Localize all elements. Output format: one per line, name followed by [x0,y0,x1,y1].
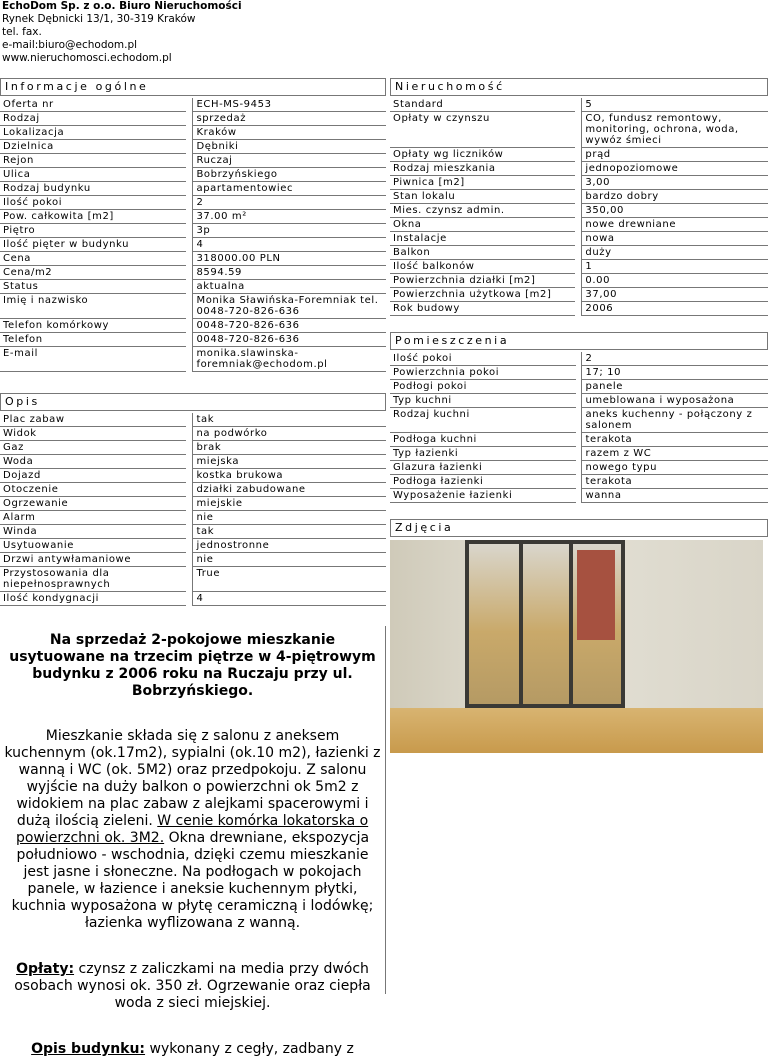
building-text: wykonany z cegły, zadbany z [149,1041,354,1057]
description-paragraph [4,728,381,932]
field-label: Glazura łazienki [390,461,576,475]
field-value: miejskie [192,497,386,511]
photo-building [577,550,615,640]
table-row [390,489,768,503]
field-label: Przystosowania dla niepełnosprawnych [0,567,186,592]
section-rooms: Pomieszczenia [390,332,768,350]
table-row [390,204,768,218]
table-row [0,112,386,126]
field-label: Wyposażenie łazienki [390,489,576,503]
field-value: nie [192,511,386,525]
field-label: Gaz [0,441,186,455]
field-value: brak [192,441,386,455]
property-table [390,98,768,316]
fees-text: czynsz z zaliczkami na media przy dwóch osobach wynosi ok. 350 zł. Ogrzewanie oraz ciepła woda z sieci miejskiej. [14,961,371,1011]
field-value: 37.00 m² [192,210,386,224]
table-row [0,210,386,224]
field-value: 0048-720-826-636 [192,333,386,347]
field-label: Cena [0,252,186,266]
field-label: Ogrzewanie [0,497,186,511]
field-label: E-mail [0,347,186,372]
field-value: wanna [581,489,768,503]
field-label: Imię i nazwisko [0,294,186,319]
field-label: Ilość pokoi [390,352,576,366]
table-row [0,319,386,333]
field-value: 318000.00 PLN [192,252,386,266]
field-value: na podwórko [192,427,386,441]
general-table [0,98,386,372]
table-row [0,497,386,511]
field-value: terakota [581,433,768,447]
field-label: Plac zabaw [0,413,186,427]
table-row [0,347,386,372]
table-row [0,483,386,497]
field-value: 3,00 [581,176,768,190]
field-value: nowa [581,232,768,246]
field-value: Monika Sławińska-Foremniak tel. 0048-720-826-636 [192,294,386,319]
field-label: Lokalizacja [0,126,186,140]
field-label: Status [0,280,186,294]
field-value: CO, fundusz remontowy, monitoring, ochrona, woda, wywóz śmieci [581,112,768,148]
section-general: Informacje ogólne [0,78,386,96]
table-row [0,413,386,427]
table-row [390,246,768,260]
table-row [0,525,386,539]
field-label: Powierzchnia pokoi [390,366,576,380]
table-row [390,408,768,433]
field-label: Instalacje [390,232,575,246]
field-label: Ilość pokoi [0,196,186,210]
field-value: 350,00 [581,204,768,218]
description-fees [4,961,381,1012]
table-row [0,455,386,469]
field-value: apartamentowiec [192,182,386,196]
table-row [0,441,386,455]
field-value: 4 [192,238,386,252]
table-row [390,218,768,232]
table-row [390,352,768,366]
field-value: 3p [192,224,386,238]
field-label: Powierzchnia użytkowa [m2] [390,288,575,302]
field-label: Ilość pięter w budynku [0,238,186,252]
company-www: www.nieruchomosci.echodom.pl [2,52,172,64]
field-label: Okna [390,218,575,232]
field-value: aktualna [192,280,386,294]
field-label: Widok [0,427,186,441]
table-row [390,112,768,148]
table-row [0,252,386,266]
table-row [0,294,386,319]
description-text [0,626,386,1057]
table-row [0,427,386,441]
table-row [0,238,386,252]
field-label: Drzwi antywłamaniowe [0,553,186,567]
field-value: aneks kuchenny - połączony z salonem [581,408,768,433]
field-label: Podłoga kuchni [390,433,576,447]
description-p1a: Mieszkanie składa się z salonu z aneksem kuchennym (ok.17m2), sypialni (ok.10 m2), łazienki z wanną i WC (ok. 5M2) oraz przedpokoju. Z salonu wyjście na duży balkon o powierzchni ok 5m2 z widokiem na plac zabaw z alejkami spacerowymi i dużą ilością zieleni. [4,728,381,829]
building-label: Opis budynku: [31,1041,146,1057]
fees-label: Opłaty: [16,961,75,977]
field-label: Woda [0,455,186,469]
field-value: 0048-720-826-636 [192,319,386,333]
table-row [0,333,386,347]
field-label: Powierzchnia działki [m2] [390,274,575,288]
field-value: 2 [192,196,386,210]
field-label: Oferta nr [0,98,186,112]
table-row [0,126,386,140]
field-label: Rodzaj kuchni [390,408,576,433]
table-row [0,469,386,483]
field-value: prąd [581,148,768,162]
field-label: Rodzaj mieszkania [390,162,575,176]
field-value: 1 [581,260,768,274]
field-value: terakota [581,475,768,489]
property-photo [390,540,763,753]
table-row [0,280,386,294]
field-value: sprzedaż [192,112,386,126]
table-row [390,433,768,447]
field-label: Ilość kondygnacji [0,592,186,606]
field-label: Dojazd [0,469,186,483]
company-phone: tel. fax. [2,26,42,38]
features-table [0,413,386,606]
field-value: 2006 [581,302,768,316]
field-value: bardzo dobry [581,190,768,204]
table-row [390,274,768,288]
field-value: miejska [192,455,386,469]
field-label: Rodzaj budynku [0,182,186,196]
table-row [390,288,768,302]
field-value: Dębniki [192,140,386,154]
description-lead: Na sprzedaż 2-pokojowe mieszkanie usytuowane na trzecim piętrze w 4-piętrowym budynku z 2006 roku na Ruczaju przy ul. Bobrzyńskiego. [9,632,376,699]
field-value: kostka brukowa [192,469,386,483]
table-row [0,224,386,238]
company-address: Rynek Dębnicki 13/1, 30-319 Kraków [2,13,196,25]
field-value: razem z WC [581,447,768,461]
field-label: Dzielnica [0,140,186,154]
field-label: Telefon [0,333,186,347]
table-row [390,447,768,461]
field-value: ECH-MS-9453 [192,98,386,112]
field-label: Stan lokalu [390,190,575,204]
field-label: Ulica [0,168,186,182]
field-value: True [192,567,386,592]
field-value: tak [192,525,386,539]
field-value: 37,00 [581,288,768,302]
table-row [0,154,386,168]
field-label: Rok budowy [390,302,575,316]
field-label: Pow. całkowita [m2] [0,210,186,224]
table-row [390,232,768,246]
table-row [0,196,386,210]
field-label: Standard [390,98,575,112]
field-label: Balkon [390,246,575,260]
field-label: Otoczenie [0,483,186,497]
table-row [0,182,386,196]
table-row [390,394,768,408]
company-header [2,0,242,65]
table-row [0,266,386,280]
field-label: Typ łazienki [390,447,576,461]
photo-floor [390,708,763,753]
field-value: nie [192,553,386,567]
field-value: nowe drewniane [581,218,768,232]
company-name: EchoDom Sp. z o.o. Biuro Nieruchomości [2,0,242,12]
table-row [390,190,768,204]
field-label: Winda [0,525,186,539]
field-value: duży [581,246,768,260]
field-value: 4 [192,592,386,606]
field-value: 8594.59 [192,266,386,280]
section-photos: Zdjęcia [390,519,768,537]
field-label: Cena/m2 [0,266,186,280]
field-label: Piwnica [m2] [390,176,575,190]
field-value: tak [192,413,386,427]
table-row [0,567,386,592]
field-value: 17; 10 [581,366,768,380]
company-email: e-mail:biuro@echodom.pl [2,39,138,51]
field-value: Bobrzyńskiego [192,168,386,182]
section-description: Opis [0,393,386,411]
field-value: jednopoziomowe [581,162,768,176]
table-row [0,98,386,112]
photo-window [465,540,625,708]
field-value: 5 [581,98,768,112]
field-label: Podłoga łazienki [390,475,576,489]
field-value: panele [581,380,768,394]
field-label: Rodzaj [0,112,186,126]
table-row [390,302,768,316]
description-p1u: W cenie komórka lokatorska o powierzchni ok. 3M2. [15,813,369,846]
field-value: Ruczaj [192,154,386,168]
field-value: monika.slawinska-foremniak@echodom.pl [192,347,386,372]
table-row [390,162,768,176]
field-label: Ilość balkonów [390,260,575,274]
table-row [390,98,768,112]
field-value: 2 [581,352,768,366]
description-p1b: Okna drewniane, ekspozycja południowo - wschodnia, dzięki czemu mieszkanie jest jasne i słoneczne. Na podłogach w pokojach panele, w łazience i aneksie kuchennym płytki, kuchnia wyposażona w płytę ceramiczną i lodówkę; łazienka wyflizowana z wanną. [11,830,374,931]
field-label: Usytuowanie [0,539,186,553]
field-value: działki zabudowane [192,483,386,497]
field-value: Kraków [192,126,386,140]
field-label: Telefon komórkowy [0,319,186,333]
table-row [0,592,386,606]
field-label: Podłogi pokoi [390,380,576,394]
field-label: Piętro [0,224,186,238]
description-building [4,1041,381,1058]
table-row [0,553,386,567]
field-label: Alarm [0,511,186,525]
field-value: umeblowana i wyposażona [581,394,768,408]
section-property: Nieruchomość [390,78,768,96]
table-row [0,140,386,154]
photo-pane [523,544,569,704]
table-row [390,260,768,274]
field-value: jednostronne [192,539,386,553]
table-row [390,366,768,380]
photo-pane [469,544,519,704]
field-value: nowego typu [581,461,768,475]
field-label: Opłaty wg liczników [390,148,575,162]
table-row [390,148,768,162]
field-label: Typ kuchni [390,394,576,408]
field-label: Mies. czynsz admin. [390,204,575,218]
field-label: Rejon [0,154,186,168]
table-row [0,511,386,525]
table-row [0,539,386,553]
rooms-table [390,352,768,503]
table-row [390,475,768,489]
field-label: Opłaty w czynszu [390,112,575,148]
table-row [390,176,768,190]
table-row [0,168,386,182]
table-row [390,380,768,394]
table-row [390,461,768,475]
field-value: 0.00 [581,274,768,288]
